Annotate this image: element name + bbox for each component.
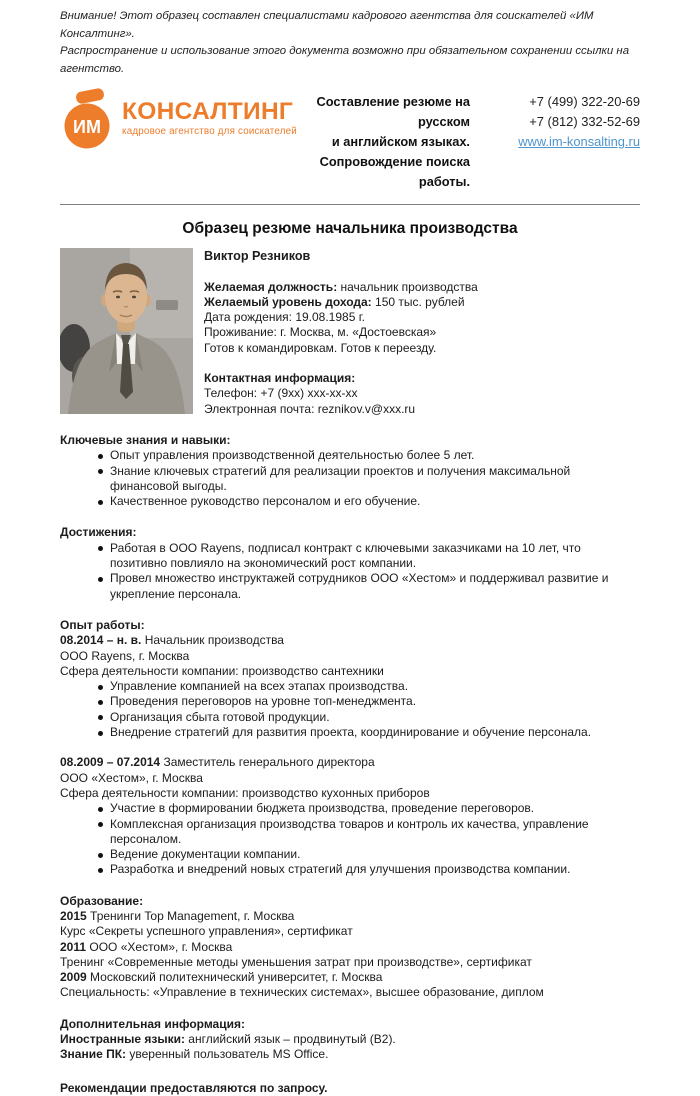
job-company: ООО «Хестом», г. Москва — [60, 770, 203, 785]
list-item: Качественное руководство персоналом и его обучение. — [60, 494, 640, 509]
education-line — [60, 955, 640, 970]
list-item: Работая в ООО Rayens, подписал контракт с ключевыми заказчиками на 10 лет, что позитивно повлияло на экономический рост компании. — [60, 541, 640, 572]
section-heading: Ключевые знания и навыки: — [60, 432, 231, 447]
job-duties-list — [60, 801, 640, 877]
section-additional — [60, 1017, 640, 1063]
disclaimer-line-2: Распространение и использование этого документа возможно при обязательном сохранении ссылки на агентство. — [60, 45, 630, 75]
brand-tagline: кадровое агентство для соискателей — [122, 126, 297, 137]
contact-email: Электронная почта: reznikov.v@xxx.ru — [204, 401, 416, 416]
list-item: Опыт управления производственной деятельностью более 5 лет. — [60, 448, 640, 463]
education-line — [60, 970, 640, 985]
additional-label: Знание ПК: — [60, 1047, 127, 1062]
education-text: ООО «Хестом», г. Москва — [86, 939, 233, 954]
education-text: Специальность: «Управление в технических системах», высшее образование, диплом — [60, 985, 544, 1000]
job-position: Заместитель генерального директора — [160, 755, 375, 770]
additional-text: уверенный пользователь MS Office. — [126, 1047, 329, 1062]
section-heading: Достижения: — [60, 525, 137, 540]
education-line — [60, 909, 640, 924]
profile-line-text: Дата рождения: 19.08.1985 г. — [204, 310, 365, 325]
job-duties-list — [60, 679, 640, 740]
section-heading: Образование: — [60, 893, 144, 908]
job-entry — [60, 633, 640, 740]
profile-line-label: Желаемый уровень дохода: — [204, 294, 372, 309]
brand-name: КОНСАЛТИНГ — [122, 98, 294, 125]
profile-line-text: 150 тыс. рублей — [371, 294, 465, 309]
additional-line — [60, 1047, 640, 1062]
page-title: Образец резюме начальника производства — [182, 220, 518, 237]
list-item: Участие в формировании бюджета производства, проведение переговоров. — [60, 801, 640, 816]
contact-heading: Контактная информация: — [204, 371, 356, 386]
list-item: Провел множество инструктажей сотрудников ООО «Хестом» и поддерживал развитие и укрепление персонала. — [60, 571, 640, 602]
header-divider — [60, 204, 640, 205]
additional-line — [60, 1032, 640, 1047]
education-text: Курс «Секреты успешного управления», сертификат — [60, 924, 353, 939]
education-line — [60, 985, 640, 1000]
list-item: Внедрение стратегий для развития проекта, координирование и обучение персонала. — [60, 725, 640, 740]
profile-line-label: Желаемая должность: — [204, 279, 338, 294]
job-sphere: Сфера деятельности компании: производство сантехники — [60, 663, 384, 678]
job-title-line — [60, 755, 640, 770]
profile-line — [204, 341, 478, 356]
education-line — [60, 940, 640, 955]
job-title-line — [60, 633, 640, 648]
brand-text-block — [122, 86, 297, 137]
job-entry — [60, 755, 640, 877]
education-year: 2015 — [60, 908, 87, 923]
education-line — [60, 924, 640, 939]
section-achievements — [60, 525, 640, 601]
section-education — [60, 894, 640, 1001]
education-text: Московский политехнический университет, г. Москва — [86, 970, 383, 985]
education-year: 2011 — [60, 939, 87, 954]
phone-number: +7 (812) 332-52-69 — [529, 114, 640, 129]
section-heading: Опыт работы: — [60, 617, 145, 632]
education-year: 2009 — [60, 970, 87, 985]
education-text: Тренинги Top Management, г. Москва — [86, 908, 295, 923]
service-line: Сопровождение поиска работы. — [319, 154, 470, 189]
job-sphere: Сфера деятельности компании: производство кухонных приборов — [60, 785, 430, 800]
website-link[interactable]: www.im-konsalting.ru — [518, 134, 640, 149]
list-item: Управление компанией на всех этапах производства. — [60, 679, 640, 694]
profile-info — [204, 248, 478, 417]
disclaimer-line-1: Внимание! Этот образец составлен специалистами кадрового агентства для соискателей «ИМ Консалтинг». — [60, 10, 594, 40]
section-heading: Дополнительная информация: — [60, 1016, 245, 1031]
job-period: 08.2009 – 07.2014 — [60, 755, 161, 770]
profile-line — [204, 295, 478, 310]
profile-line — [204, 325, 478, 340]
disclaimer — [60, 8, 640, 78]
agency-services — [300, 86, 470, 192]
service-line: Составление резюме на русском — [316, 94, 470, 129]
agency-logo-icon — [60, 88, 116, 150]
list-item: Знание ключевых стратегий для реализации проектов и получения максимальной финансовой выгоды. — [60, 464, 640, 495]
candidate-photo — [60, 248, 193, 414]
list-item: Проведения переговоров на уровне топ-менеджмента. — [60, 694, 640, 709]
section-skills — [60, 433, 640, 509]
recommendations-note: Рекомендации предоставляются по запросу. — [60, 1080, 328, 1095]
profile-line — [204, 280, 478, 295]
profile-line-text: Готов к командировкам. Готов к переезду. — [204, 340, 437, 355]
job-company: ООО Rayens, г. Москва — [60, 648, 190, 663]
profile-line-text: начальник производства — [337, 279, 478, 294]
list-item: Разработка и внедрений новых стратегий для улучшения производства компании. — [60, 862, 640, 877]
list-item: Организация сбыта готовой продукции. — [60, 710, 640, 725]
list-item: Ведение документации компании. — [60, 847, 640, 862]
agency-header — [60, 86, 640, 192]
job-position: Начальник производства — [141, 633, 284, 648]
skills-list — [60, 448, 640, 509]
profile-block — [60, 248, 640, 417]
job-period: 08.2014 – н. в. — [60, 633, 142, 648]
additional-label: Иностранные языки: — [60, 1032, 185, 1047]
list-item: Комплексная организация производства товаров и контроль их качества, управление персоналом. — [60, 817, 640, 848]
agency-contacts — [470, 86, 640, 152]
contact-phone: Телефон: +7 (9хх) ххх-хх-хх — [204, 386, 358, 401]
logo-monogram: ИМ — [73, 117, 101, 137]
service-line: и английском языках. — [331, 134, 470, 149]
section-experience — [60, 618, 640, 878]
profile-line — [204, 310, 478, 325]
achievements-list — [60, 541, 640, 602]
education-text: Тренинг «Современные методы уменьшения затрат при производстве», сертификат — [60, 954, 532, 969]
additional-text: английский язык – продвинутый (B2). — [184, 1032, 396, 1047]
agency-logo — [60, 86, 300, 150]
phone-number: +7 (499) 322-20-69 — [529, 94, 640, 109]
candidate-name: Виктор Резников — [204, 249, 311, 264]
profile-line-text: Проживание: г. Москва, м. «Достоевская» — [204, 325, 437, 340]
